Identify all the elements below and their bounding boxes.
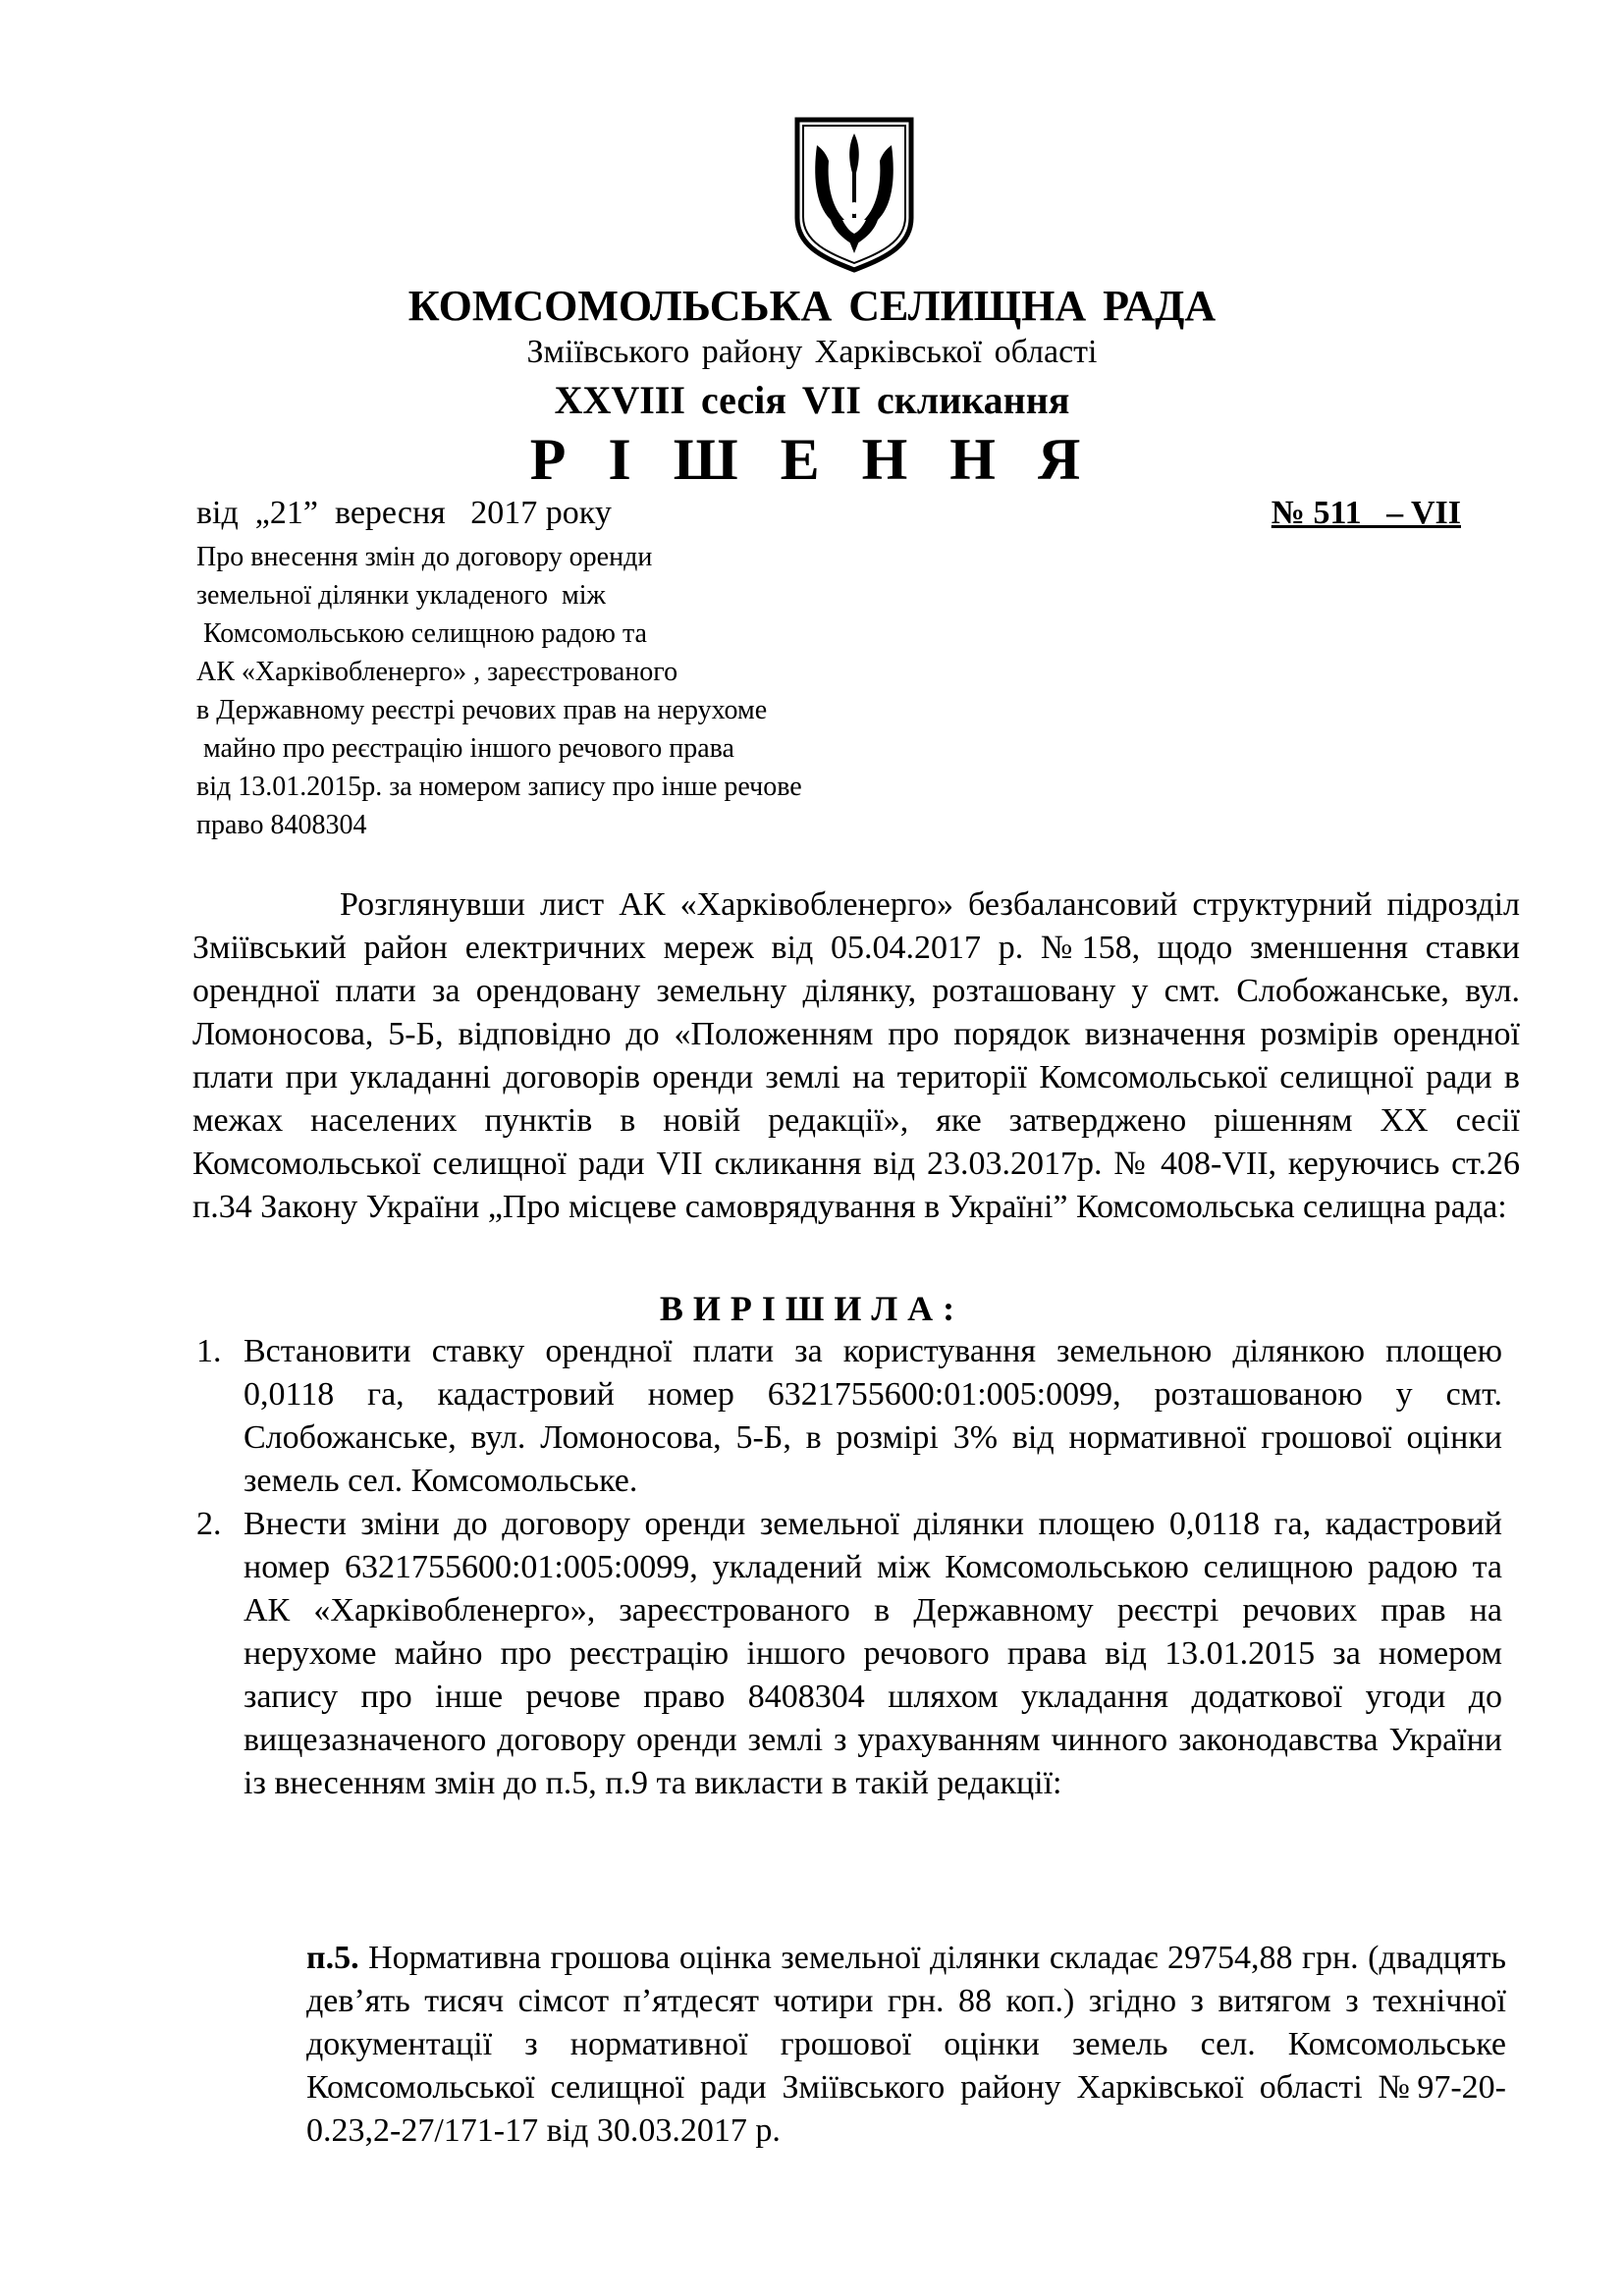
item-number: 1. (196, 1333, 222, 1369)
item-text: Встановити ставку орендної плати за користування земельною ділянкою площею 0,0118 га, кадастровий номер 6321755600:01:005:0099, розташованою у смт. Слобожанське, вул. Ломоносова, 5-Б, в розмірі 3% від нормативної грошової оцінки земель сел. Комсомольське. (244, 1333, 1502, 1499)
subject-line: земельної ділянки укладеного між (196, 580, 606, 611)
session-line: XXVIII сесія VII скликання (554, 378, 1070, 422)
item-number: 2. (196, 1506, 222, 1542)
intro-paragraph: Розглянувши лист АК «Харківобленерго» безбалансовий структурний підрозділ Зміївський район електричних мереж від 05.04.2017 р. №158, щодо зменшення ставки орендної плати за орендовану земельну ділянку, розташовану у смт. Слобожанське, вул. Ломоносова, 5-Б, відповідно до «Положенням про порядок визначення розмірів орендної плати при укладанні договорів оренди землі на території Комсомольської селищної ради в межах населених пунктів в новій редакції», яке затверджено рішенням ХХ сесії Комсомольської селищної ради VII скликання від 23.03.2017р. № 408-VII, керуючись ст.26 п.34 Закону України „Про місцеве самоврядування в Україні” Комсомольська селищна рада: (192, 886, 1520, 1225)
subject-line: від 13.01.2015р. за номером запису про інше речове (196, 772, 802, 802)
decision-date: від „21” вересня 2017 року (196, 495, 612, 531)
subject-line: АК «Харківобленерго» , зареєстрованого (196, 657, 678, 687)
clause-5 (306, 1937, 1506, 2153)
decision-item-2 (196, 1503, 1502, 1805)
subject-line: Про внесення змін до договору оренди (196, 542, 653, 572)
subject-line: Комсомольською селищною радою та (196, 618, 647, 649)
region-line: Зміївського району Харківської області (526, 334, 1098, 370)
subject-line: право 8408304 (196, 810, 367, 840)
decision-item-1 (196, 1330, 1502, 1503)
decision-title: Р І Ш Е Н Н Я (529, 427, 1095, 492)
clause-5-text: Нормативна грошова оцінка земельної ділянки складає 29754,88 грн. (двадцять дев’ять тисяч сімсот п’ятдесят чотири грн. 88 коп.) згідно з витягом з технічної документації з нормативної грошової оцінки земель сел. Комсомольське Комсомольської селищної ради Зміївського району Харківської області №97-20-0.23,2-27/171-17 від 30.03.2017 р. (306, 1940, 1506, 2149)
trident-emblem-icon (791, 116, 917, 273)
council-name: КОМСОМОЛЬСЬКА СЕЛИЩНА РАДА (407, 282, 1217, 330)
resolved-heading: ВИРІШИЛА: (659, 1289, 965, 1328)
item-text: Внести зміни до договору оренди земельної ділянки площею 0,0118 га, кадастровий номер 6321755600:01:005:0099, укладений між Комсомольською селищною радою та АК «Харківобленерго», зареєстрованого в Державному реєстрі речових прав на нерухоме майно про реєстрацію іншого речового права від 13.01.2015 за номером запису про інше речове право 8408304 шляхом укладання додаткової угоди до вищезазначеного договору оренди землі з урахуванням чинного законодавства України із внесенням змін до п.5, п.9 та викласти в такій редакції: (244, 1506, 1502, 1801)
clause-5-label: п.5. (306, 1940, 359, 1976)
decision-number: № 511 – VII (1271, 495, 1461, 531)
subject-line: в Державному реєстрі речових прав на нерухоме (196, 695, 768, 725)
subject-block (196, 538, 802, 844)
subject-line: майно про реєстрацію іншого речового права (196, 733, 734, 764)
